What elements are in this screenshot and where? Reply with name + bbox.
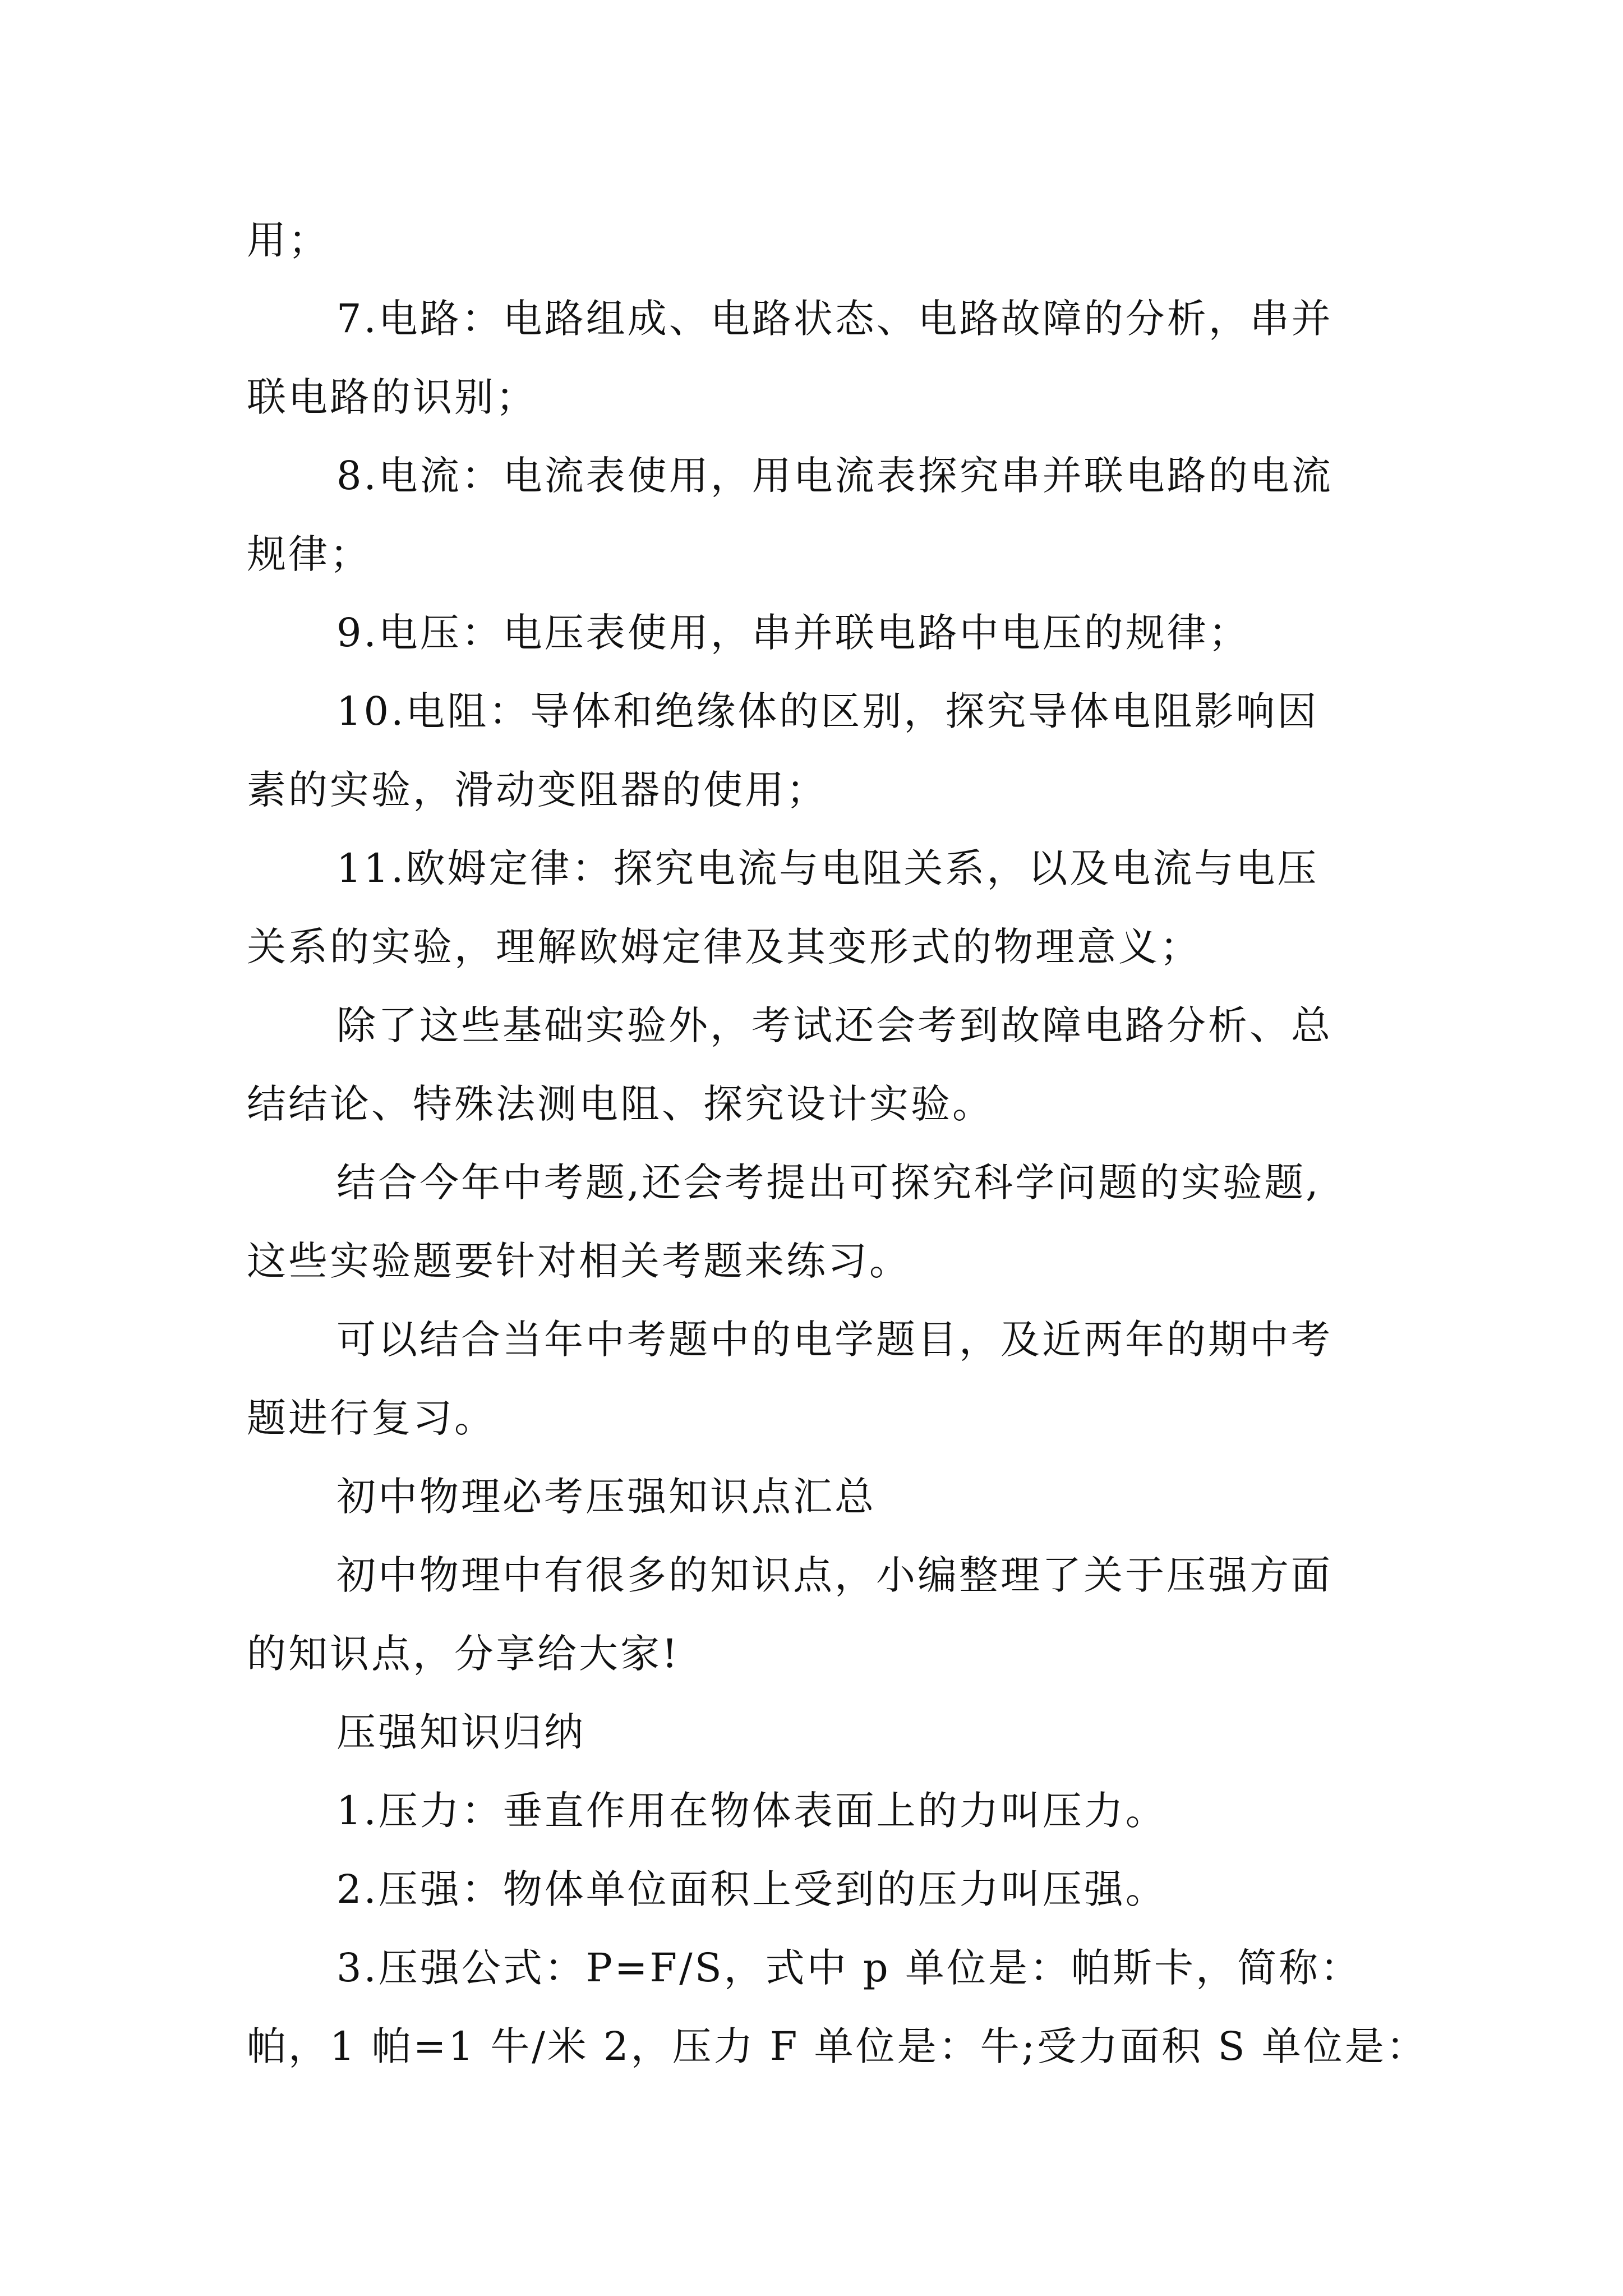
text-line: 8.电流：电流表使用，用电流表探究串并联电路的电流 bbox=[336, 453, 1333, 499]
text-line: 规律； bbox=[247, 531, 371, 577]
text-line: 1.压力：垂直作用在物体表面上的力叫压力。 bbox=[336, 1788, 1167, 1834]
text-line: 帕，1 帕=1 牛/米 2，压力 F 单位是：牛;受力面积 S 单位是： bbox=[247, 2023, 1428, 2069]
section-heading: 初中物理必考压强知识点汇总 bbox=[336, 1474, 876, 1520]
text-line: 11.欧姆定律：探究电流与电阻关系，以及电流与电压 bbox=[336, 845, 1319, 891]
text-line: 这些实验题要针对相关考题来练习。 bbox=[247, 1238, 911, 1284]
text-line: 的知识点，分享给大家! bbox=[247, 1631, 680, 1677]
text-line: 用； bbox=[247, 217, 330, 263]
text-line: 结结论、特殊法测电阻、探究设计实验。 bbox=[247, 1081, 994, 1127]
text-line: 可以结合当年中考题中的电学题目，及近两年的期中考 bbox=[336, 1317, 1332, 1363]
text-line: 2.压强：物体单位面积上受到的压力叫压强。 bbox=[336, 1866, 1167, 1912]
text-line: 9.电压：电压表使用，串并联电路中电压的规律； bbox=[336, 610, 1250, 656]
text-line: 7.电路：电路组成、电路状态、电路故障的分析，串并 bbox=[336, 296, 1333, 342]
text-line: 素的实验，滑动变阻器的使用； bbox=[247, 767, 828, 813]
text-line: 初中物理中有很多的知识点，小编整理了关于压强方面 bbox=[336, 1552, 1332, 1598]
text-line: 3.压强公式：P=F/S，式中 p 单位是：帕斯卡，简称： bbox=[336, 1945, 1362, 1991]
text-line: 关系的实验，理解欧姆定律及其变形式的物理意义； bbox=[247, 924, 1201, 970]
text-line: 除了这些基础实验外，考试还会考到故障电路分析、总 bbox=[336, 1002, 1332, 1048]
text-line: 10.电阻：导体和绝缘体的区别，探究导体电阻影响因 bbox=[336, 688, 1319, 734]
subsection-heading: 压强知识归纳 bbox=[336, 1709, 585, 1755]
text-line: 联电路的识别； bbox=[247, 374, 537, 420]
text-line: 题进行复习。 bbox=[247, 1395, 496, 1441]
text-line: 结合今年中考题,还会考提出可探究科学问题的实验题, bbox=[336, 1159, 1321, 1205]
